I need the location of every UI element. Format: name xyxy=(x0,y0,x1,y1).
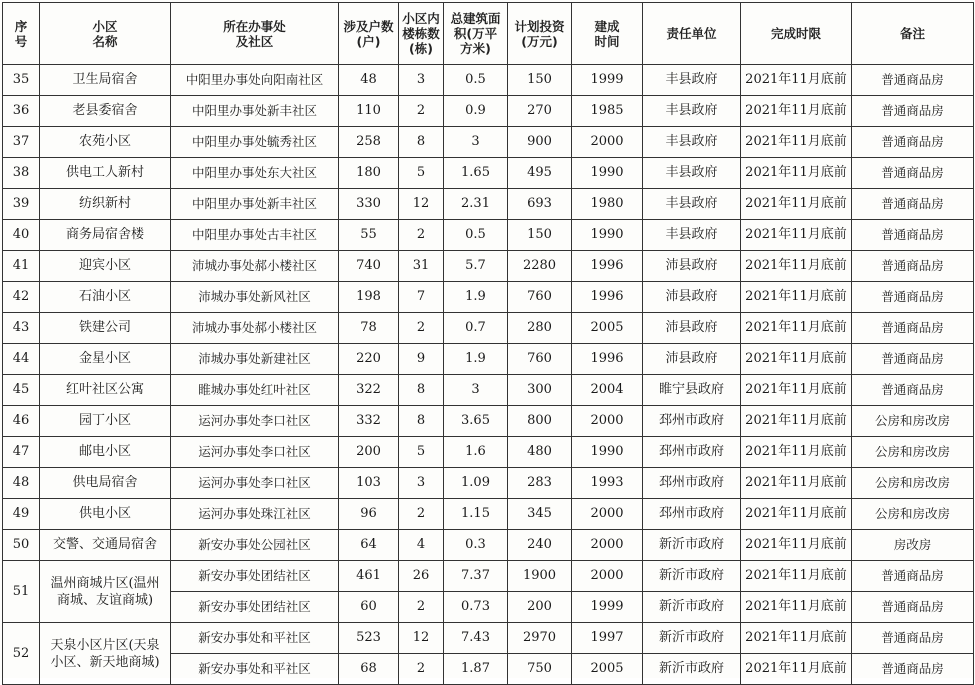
cell-office: 新安办事处和平社区 xyxy=(171,654,339,685)
cell-buildings: 4 xyxy=(399,530,444,561)
header-office: 所在办事处 及社区 xyxy=(171,3,339,65)
cell-investment: 270 xyxy=(508,96,572,127)
cell-office: 运河办事处李口社区 xyxy=(171,468,339,499)
cell-investment: 750 xyxy=(508,654,572,685)
cell-deadline: 2021年11月底前 xyxy=(741,127,852,158)
cell-investment: 900 xyxy=(508,127,572,158)
cell-deadline: 2021年11月底前 xyxy=(741,96,852,127)
cell-area: 1.15 xyxy=(444,499,508,530)
cell-area: 5.7 xyxy=(444,251,508,282)
cell-unit: 新沂市政府 xyxy=(643,592,741,623)
cell-buildings: 26 xyxy=(399,561,444,592)
cell-built: 1996 xyxy=(572,251,643,282)
cell-investment: 283 xyxy=(508,468,572,499)
cell-deadline: 2021年11月底前 xyxy=(741,282,852,313)
cell-deadline: 2021年11月底前 xyxy=(741,344,852,375)
cell-households: 330 xyxy=(339,189,399,220)
cell-area: 1.9 xyxy=(444,344,508,375)
cell-office: 沛城办事处新风社区 xyxy=(171,282,339,313)
cell-office: 中阳里办事处毓秀社区 xyxy=(171,127,339,158)
cell-seq: 44 xyxy=(3,344,40,375)
cell-seq: 43 xyxy=(3,313,40,344)
cell-investment: 495 xyxy=(508,158,572,189)
cell-investment: 345 xyxy=(508,499,572,530)
cell-deadline: 2021年11月底前 xyxy=(741,499,852,530)
cell-community-name: 农苑小区 xyxy=(40,127,171,158)
cell-households: 78 xyxy=(339,313,399,344)
cell-area: 1.87 xyxy=(444,654,508,685)
cell-community-name: 供电小区 xyxy=(40,499,171,530)
cell-area: 0.3 xyxy=(444,530,508,561)
cell-built: 2000 xyxy=(572,499,643,530)
cell-area: 2.31 xyxy=(444,189,508,220)
header-deadline: 完成时限 xyxy=(741,3,852,65)
cell-office: 沛城办事处新建社区 xyxy=(171,344,339,375)
header-remark: 备注 xyxy=(852,3,974,65)
cell-seq: 41 xyxy=(3,251,40,282)
cell-seq: 45 xyxy=(3,375,40,406)
cell-buildings: 12 xyxy=(399,189,444,220)
cell-area: 3.65 xyxy=(444,406,508,437)
cell-investment: 280 xyxy=(508,313,572,344)
cell-community-name: 温州商城片区(温州商城、友谊商城) xyxy=(40,561,171,623)
cell-community-name: 金星小区 xyxy=(40,344,171,375)
cell-office: 新安办事处和平社区 xyxy=(171,623,339,654)
cell-deadline: 2021年11月底前 xyxy=(741,65,852,96)
cell-remark: 普通商品房 xyxy=(852,96,974,127)
cell-buildings: 2 xyxy=(399,499,444,530)
table-row xyxy=(3,375,974,406)
cell-community-name: 供电工人新村 xyxy=(40,158,171,189)
cell-buildings: 3 xyxy=(399,65,444,96)
cell-unit: 沛县政府 xyxy=(643,251,741,282)
cell-households: 198 xyxy=(339,282,399,313)
cell-community-name: 邮电小区 xyxy=(40,437,171,468)
cell-households: 96 xyxy=(339,499,399,530)
header-seq: 序 号 xyxy=(3,3,40,65)
cell-seq: 38 xyxy=(3,158,40,189)
table-row xyxy=(3,437,974,468)
cell-households: 200 xyxy=(339,437,399,468)
table-row xyxy=(3,65,974,96)
cell-investment: 2280 xyxy=(508,251,572,282)
cell-deadline: 2021年11月底前 xyxy=(741,158,852,189)
cell-remark: 普通商品房 xyxy=(852,344,974,375)
cell-office: 中阳里办事处古丰社区 xyxy=(171,220,339,251)
cell-unit: 丰县政府 xyxy=(643,220,741,251)
table-row xyxy=(3,468,974,499)
cell-seq: 51 xyxy=(3,561,40,623)
cell-office: 运河办事处珠江社区 xyxy=(171,499,339,530)
cell-deadline: 2021年11月底前 xyxy=(741,468,852,499)
cell-area: 0.5 xyxy=(444,65,508,96)
header-buildings: 小区内 楼栋数 (栋) xyxy=(399,3,444,65)
cell-deadline: 2021年11月底前 xyxy=(741,189,852,220)
table-row xyxy=(3,313,974,344)
cell-community-name: 交警、交通局宿舍 xyxy=(40,530,171,561)
cell-buildings: 2 xyxy=(399,313,444,344)
cell-deadline: 2021年11月底前 xyxy=(741,220,852,251)
cell-built: 1980 xyxy=(572,189,643,220)
cell-buildings: 2 xyxy=(399,220,444,251)
cell-unit: 沛县政府 xyxy=(643,282,741,313)
cell-remark: 普通商品房 xyxy=(852,189,974,220)
header-unit: 责任单位 xyxy=(643,3,741,65)
cell-area: 7.37 xyxy=(444,561,508,592)
cell-remark: 公房和房改房 xyxy=(852,468,974,499)
cell-buildings: 2 xyxy=(399,592,444,623)
cell-office: 中阳里办事处东大社区 xyxy=(171,158,339,189)
cell-office: 中阳里办事处向阳南社区 xyxy=(171,65,339,96)
cell-unit: 新沂市政府 xyxy=(643,561,741,592)
cell-households: 48 xyxy=(339,65,399,96)
cell-buildings: 5 xyxy=(399,158,444,189)
cell-investment: 200 xyxy=(508,592,572,623)
cell-built: 1990 xyxy=(572,437,643,468)
cell-community-name: 红叶社区公寓 xyxy=(40,375,171,406)
cell-households: 68 xyxy=(339,654,399,685)
cell-built: 2005 xyxy=(572,654,643,685)
cell-remark: 普通商品房 xyxy=(852,654,974,685)
cell-built: 1985 xyxy=(572,96,643,127)
cell-buildings: 9 xyxy=(399,344,444,375)
cell-unit: 新沂市政府 xyxy=(643,623,741,654)
cell-area: 0.5 xyxy=(444,220,508,251)
cell-built: 1999 xyxy=(572,592,643,623)
cell-built: 2000 xyxy=(572,127,643,158)
cell-deadline: 2021年11月底前 xyxy=(741,375,852,406)
cell-built: 1996 xyxy=(572,344,643,375)
table-row xyxy=(3,344,974,375)
cell-community-name: 园丁小区 xyxy=(40,406,171,437)
cell-seq: 48 xyxy=(3,468,40,499)
cell-unit: 邳州市政府 xyxy=(643,406,741,437)
table-row xyxy=(3,189,974,220)
cell-investment: 800 xyxy=(508,406,572,437)
cell-deadline: 2021年11月底前 xyxy=(741,406,852,437)
cell-investment: 300 xyxy=(508,375,572,406)
table-row xyxy=(3,96,974,127)
cell-buildings: 8 xyxy=(399,375,444,406)
cell-office: 新安办事处公园社区 xyxy=(171,530,339,561)
cell-deadline: 2021年11月底前 xyxy=(741,251,852,282)
cell-buildings: 12 xyxy=(399,623,444,654)
cell-deadline: 2021年11月底前 xyxy=(741,561,852,592)
cell-unit: 睢宁县政府 xyxy=(643,375,741,406)
cell-buildings: 8 xyxy=(399,406,444,437)
table-row xyxy=(3,499,974,530)
cell-deadline: 2021年11月底前 xyxy=(741,654,852,685)
cell-remark: 普通商品房 xyxy=(852,623,974,654)
header-area: 总建筑面 积(万平 方米) xyxy=(444,3,508,65)
table-row xyxy=(3,251,974,282)
cell-households: 55 xyxy=(339,220,399,251)
table-row xyxy=(3,530,974,561)
table-row xyxy=(3,127,974,158)
cell-unit: 丰县政府 xyxy=(643,189,741,220)
cell-remark: 普通商品房 xyxy=(852,65,974,96)
cell-area: 1.6 xyxy=(444,437,508,468)
renovation-table xyxy=(2,2,974,685)
cell-seq: 40 xyxy=(3,220,40,251)
cell-seq: 37 xyxy=(3,127,40,158)
cell-investment: 760 xyxy=(508,344,572,375)
cell-seq: 35 xyxy=(3,65,40,96)
cell-area: 3 xyxy=(444,375,508,406)
cell-households: 332 xyxy=(339,406,399,437)
cell-investment: 480 xyxy=(508,437,572,468)
cell-community-name: 卫生局宿舍 xyxy=(40,65,171,96)
header-built: 建成 时间 xyxy=(572,3,643,65)
cell-area: 1.09 xyxy=(444,468,508,499)
cell-deadline: 2021年11月底前 xyxy=(741,623,852,654)
cell-remark: 普通商品房 xyxy=(852,251,974,282)
cell-community-name: 铁建公司 xyxy=(40,313,171,344)
cell-seq: 49 xyxy=(3,499,40,530)
cell-built: 1993 xyxy=(572,468,643,499)
table-body xyxy=(3,65,974,685)
cell-remark: 普通商品房 xyxy=(852,158,974,189)
cell-households: 110 xyxy=(339,96,399,127)
cell-buildings: 7 xyxy=(399,282,444,313)
cell-office: 沛城办事处郝小楼社区 xyxy=(171,313,339,344)
cell-households: 322 xyxy=(339,375,399,406)
cell-seq: 47 xyxy=(3,437,40,468)
cell-community-name: 迎宾小区 xyxy=(40,251,171,282)
header-community: 小区 名称 xyxy=(40,3,171,65)
cell-built: 2000 xyxy=(572,561,643,592)
cell-remark: 普通商品房 xyxy=(852,127,974,158)
cell-buildings: 5 xyxy=(399,437,444,468)
cell-seq: 46 xyxy=(3,406,40,437)
table-row xyxy=(3,623,974,654)
cell-remark: 普通商品房 xyxy=(852,592,974,623)
cell-remark: 普通商品房 xyxy=(852,375,974,406)
table-row xyxy=(3,158,974,189)
cell-remark: 普通商品房 xyxy=(852,220,974,251)
cell-area: 0.7 xyxy=(444,313,508,344)
cell-investment: 2970 xyxy=(508,623,572,654)
cell-households: 258 xyxy=(339,127,399,158)
cell-remark: 公房和房改房 xyxy=(852,437,974,468)
cell-investment: 240 xyxy=(508,530,572,561)
cell-office: 运河办事处李口社区 xyxy=(171,406,339,437)
cell-deadline: 2021年11月底前 xyxy=(741,313,852,344)
cell-built: 2000 xyxy=(572,406,643,437)
cell-community-name: 天泉小区片区(天泉小区、新天地商城) xyxy=(40,623,171,685)
cell-investment: 1900 xyxy=(508,561,572,592)
cell-investment: 760 xyxy=(508,282,572,313)
cell-community-name: 供电局宿舍 xyxy=(40,468,171,499)
cell-area: 1.9 xyxy=(444,282,508,313)
cell-unit: 丰县政府 xyxy=(643,127,741,158)
cell-buildings: 2 xyxy=(399,96,444,127)
cell-deadline: 2021年11月底前 xyxy=(741,437,852,468)
cell-buildings: 31 xyxy=(399,251,444,282)
cell-built: 1999 xyxy=(572,65,643,96)
cell-unit: 新沂市政府 xyxy=(643,530,741,561)
cell-households: 103 xyxy=(339,468,399,499)
cell-built: 1996 xyxy=(572,282,643,313)
cell-seq: 36 xyxy=(3,96,40,127)
cell-area: 0.9 xyxy=(444,96,508,127)
header-households: 涉及户数 (户) xyxy=(339,3,399,65)
cell-remark: 公房和房改房 xyxy=(852,406,974,437)
cell-investment: 693 xyxy=(508,189,572,220)
cell-community-name: 老县委宿舍 xyxy=(40,96,171,127)
cell-unit: 新沂市政府 xyxy=(643,654,741,685)
cell-buildings: 2 xyxy=(399,654,444,685)
cell-households: 523 xyxy=(339,623,399,654)
cell-households: 220 xyxy=(339,344,399,375)
cell-deadline: 2021年11月底前 xyxy=(741,530,852,561)
cell-seq: 42 xyxy=(3,282,40,313)
cell-unit: 丰县政府 xyxy=(643,96,741,127)
cell-households: 180 xyxy=(339,158,399,189)
table-row xyxy=(3,220,974,251)
cell-remark: 普通商品房 xyxy=(852,313,974,344)
cell-built: 1997 xyxy=(572,623,643,654)
cell-unit: 丰县政府 xyxy=(643,158,741,189)
cell-built: 1990 xyxy=(572,220,643,251)
table-row xyxy=(3,406,974,437)
cell-households: 740 xyxy=(339,251,399,282)
cell-area: 1.65 xyxy=(444,158,508,189)
header-row xyxy=(3,3,974,65)
header-investment: 计划投资 (万元) xyxy=(508,3,572,65)
cell-remark: 房改房 xyxy=(852,530,974,561)
cell-unit: 丰县政府 xyxy=(643,65,741,96)
cell-unit: 沛县政府 xyxy=(643,344,741,375)
cell-unit: 邳州市政府 xyxy=(643,437,741,468)
cell-office: 中阳里办事处新丰社区 xyxy=(171,96,339,127)
cell-remark: 公房和房改房 xyxy=(852,499,974,530)
cell-office: 新安办事处团结社区 xyxy=(171,592,339,623)
cell-office: 中阳里办事处新丰社区 xyxy=(171,189,339,220)
cell-unit: 邳州市政府 xyxy=(643,468,741,499)
cell-unit: 邳州市政府 xyxy=(643,499,741,530)
cell-office: 睢城办事处红叶社区 xyxy=(171,375,339,406)
cell-built: 1990 xyxy=(572,158,643,189)
cell-built: 2000 xyxy=(572,530,643,561)
cell-area: 7.43 xyxy=(444,623,508,654)
cell-households: 461 xyxy=(339,561,399,592)
cell-buildings: 3 xyxy=(399,468,444,499)
cell-deadline: 2021年11月底前 xyxy=(741,592,852,623)
cell-office: 新安办事处团结社区 xyxy=(171,561,339,592)
cell-remark: 普通商品房 xyxy=(852,282,974,313)
cell-community-name: 商务局宿舍楼 xyxy=(40,220,171,251)
cell-seq: 39 xyxy=(3,189,40,220)
cell-built: 2005 xyxy=(572,313,643,344)
cell-households: 60 xyxy=(339,592,399,623)
table-row xyxy=(3,561,974,592)
cell-households: 64 xyxy=(339,530,399,561)
cell-remark: 普通商品房 xyxy=(852,561,974,592)
cell-office: 沛城办事处郝小楼社区 xyxy=(171,251,339,282)
cell-community-name: 纺织新村 xyxy=(40,189,171,220)
cell-buildings: 8 xyxy=(399,127,444,158)
cell-office: 运河办事处李口社区 xyxy=(171,437,339,468)
cell-investment: 150 xyxy=(508,220,572,251)
cell-unit: 沛县政府 xyxy=(643,313,741,344)
cell-area: 0.73 xyxy=(444,592,508,623)
cell-seq: 50 xyxy=(3,530,40,561)
cell-investment: 150 xyxy=(508,65,572,96)
cell-community-name: 石油小区 xyxy=(40,282,171,313)
cell-built: 2004 xyxy=(572,375,643,406)
table-row xyxy=(3,282,974,313)
cell-area: 3 xyxy=(444,127,508,158)
cell-seq: 52 xyxy=(3,623,40,685)
